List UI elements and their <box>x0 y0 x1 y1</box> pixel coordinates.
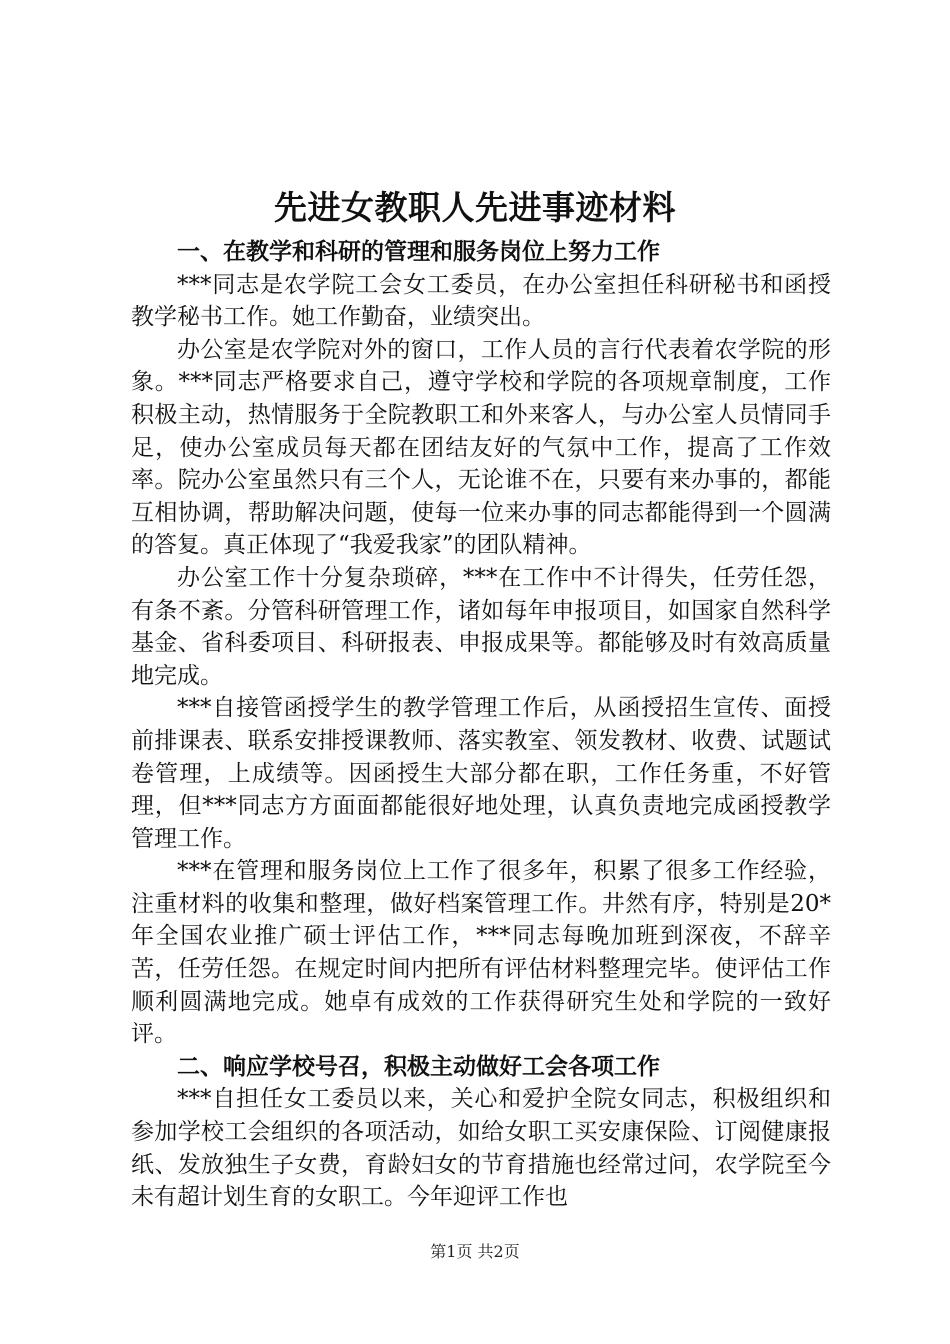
paragraph: 办公室是农学院对外的窗口，工作人员的言行代表着农学院的形象。***同志严格要求自己，遵守学校和学院的各项规章制度，工作积极主动，热情服务于全院教职工和外来客人，与办公室人员情同手足，使办公室成员每天都在团结友好的气氛中工作，提高了工作效率。院办公室虽然只有三个人，无论谁不在，只要有来办事的，都能互相协调，帮助解决问题，使每一位来办事的同志都能得到一个圆满的答复。真正体现了“我爱我家”的团队精神。 <box>131 336 831 559</box>
paragraph: 办公室工作十分复杂琐碎，***在工作中不计得失，任劳任怨，有条不紊。分管科研管理工作，诸如每年申报项目，如国家自然科学基金、省科委项目、科研报表、申报成果等。都能够及时有效高质量地完成。 <box>131 564 831 689</box>
section-heading: 二、响应学校号召，积极主动做好工会各项工作 <box>177 1053 660 1080</box>
section-1 <box>131 236 831 1051</box>
paragraph: ***自接管函授学生的教学管理工作后，从函授招生宣传、面授前排课表、联系安排授课教师、落实教室、领发教材、收费、试题试卷管理，上成绩等。因函授生大部分都在职，工作任务重，不好管理，但***同志方方面面都能很好地处理，认真负责地完成函授教学管理工作。 <box>131 695 831 852</box>
page-footer: 第1页 共2页 <box>430 1242 520 1261</box>
paragraph: ***同志是农学院工会女工委员，在办公室担任科研秘书和函授教学秘书工作。她工作勤奋，业绩突出。 <box>131 271 831 331</box>
section-2 <box>131 1051 831 1214</box>
document-body <box>131 236 831 1214</box>
paragraph: ***自担任女工委员以来，关心和爱护全院女同志，积极组织和参加学校工会组织的各项活动，如给女职工买安康保险、订阅健康报纸、发放独生子女费，育龄妇女的节育措施也经常过问，农学院至今未有超计划生育的女职工。今年迎评工作也 <box>131 1086 831 1211</box>
section-heading: 一、在教学和科研的管理和服务岗位上努力工作 <box>177 239 660 265</box>
paragraph: ***在管理和服务岗位上工作了很多年，积累了很多工作经验，注重材料的收集和整理，做好档案管理工作。井然有序，特别是20*年全国农业推广硕士评估工作，***同志每晚加班到深夜，不辞辛苦，任劳任怨。在规定时间内把所有评估材料整理完毕。使评估工作顺利圆满地完成。她卓有成效的工作获得研究生处和学院的一致好评。 <box>131 858 831 1048</box>
document-title: 先进女教职人先进事迹材料 <box>274 188 676 227</box>
